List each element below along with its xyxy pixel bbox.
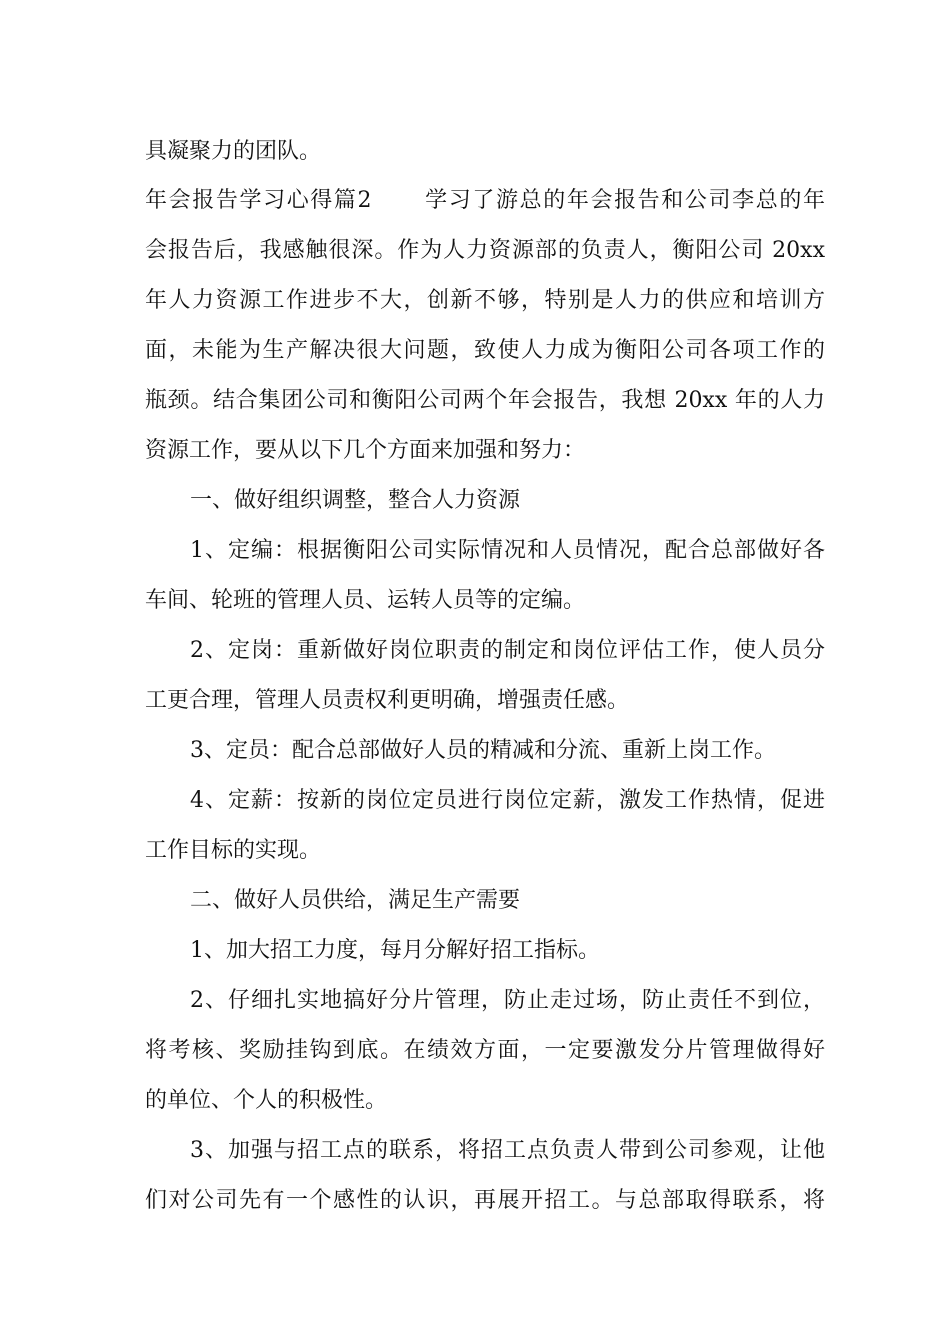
section-heading: 一、做好组织调整，整合人力资源 bbox=[190, 488, 521, 513]
text-line: 1、定编：根据衡阳公司实际情况和人员情况，配合总部做好各 bbox=[190, 538, 825, 563]
text-line: 工作目标的实现。 bbox=[145, 838, 322, 863]
text-line: 具凝聚力的团队。 bbox=[145, 139, 322, 164]
text-line: 资源工作，要从以下几个方面来加强和努力： bbox=[145, 438, 586, 463]
text-line: 的单位、个人的积极性。 bbox=[145, 1088, 388, 1113]
text-line: 将考核、奖励挂钩到底。在绩效方面，一定要激发分片管理做得好 bbox=[145, 1038, 825, 1063]
text-line: 工更合理，管理人员责权利更明确，增强责任感。 bbox=[145, 688, 630, 713]
section-heading: 二、做好人员供给，满足生产需要 bbox=[190, 888, 521, 913]
text-line: 1、加大招工力度，每月分解好招工指标。 bbox=[190, 938, 600, 963]
text-line: 面，未能为生产解决很大问题，致使人力成为衡阳公司各项工作的 bbox=[145, 338, 825, 363]
text-line: 3、加强与招工点的联系，将招工点负责人带到公司参观，让他 bbox=[190, 1138, 825, 1163]
text-line: 学习了游总的年会报告和公司李总的年 bbox=[423, 188, 825, 213]
text-line: 4、定薪：按新的岗位定员进行岗位定薪，激发工作热情，促进 bbox=[190, 788, 825, 813]
text-line: 会报告后，我感触很深。作为人力资源部的负责人，衡阳公司 20xx bbox=[145, 238, 825, 263]
section-heading-line bbox=[145, 186, 825, 216]
text-line: 年人力资源工作进步不大，创新不够，特别是人力的供应和培训方 bbox=[145, 288, 825, 313]
text-line: 瓶颈。结合集团公司和衡阳公司两个年会报告，我想 20xx 年的人力 bbox=[145, 388, 825, 413]
text-line: 3、定员：配合总部做好人员的精减和分流、重新上岗工作。 bbox=[190, 738, 776, 763]
text-line: 2、仔细扎实地搞好分片管理，防止走过场，防止责任不到位， bbox=[190, 988, 825, 1013]
text-line: 车间、轮班的管理人员、运转人员等的定编。 bbox=[145, 588, 586, 613]
text-line: 2、定岗：重新做好岗位职责的制定和岗位评估工作，使人员分 bbox=[190, 638, 825, 663]
article-heading: 年会报告学习心得篇2 bbox=[145, 188, 372, 213]
text-line: 们对公司先有一个感性的认识，再展开招工。与总部取得联系，将 bbox=[145, 1188, 825, 1213]
